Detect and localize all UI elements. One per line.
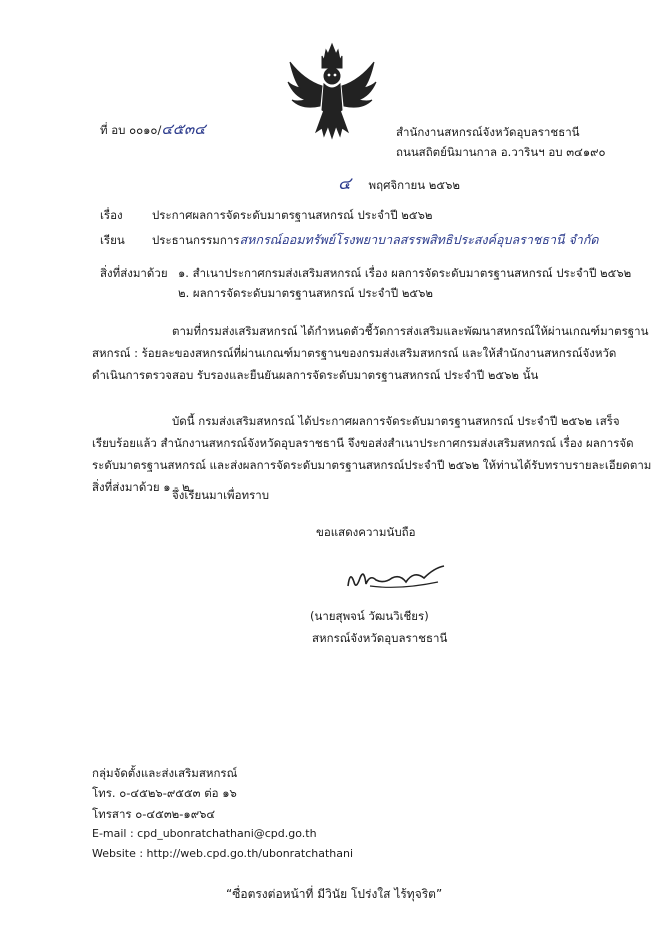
letter-date	[338, 176, 460, 193]
date-month-year: พฤศจิกายน ๒๕๖๒	[368, 178, 460, 192]
footer-website[interactable]: Website : http://web.cpd.go.th/ubonratchathani	[92, 847, 354, 860]
footer-motto: “ซื่อตรงต่อหน้าที่ มีวินัย โปร่งใส ไร้ทุจริต”	[226, 887, 443, 901]
office-name: สำนักงานสหกรณ์จังหวัดอุบลราชธานี	[396, 125, 580, 139]
date-day-handwritten: ๔	[338, 174, 351, 194]
recipient-text	[152, 232, 599, 248]
signer-position: สหกรณ์จังหวัดอุบลราชธานี	[312, 631, 448, 645]
footer-department: กลุ่มจัดตั้งและส่งเสริมสหกรณ์	[92, 766, 238, 780]
enclosures-label: สิ่งที่ส่งมาด้วย	[100, 266, 168, 280]
closing-text: จึงเรียนมาเพื่อทราบ	[172, 488, 270, 502]
reference-number-handwritten: ๔๕๓๔	[161, 120, 206, 138]
enclosure-item-1: ๑. สำเนาประกาศกรมส่งเสริมสหกรณ์ เรื่อง ผลการจัดระดับมาตรฐานสหกรณ์ ประจำปี ๒๕๖๒	[178, 266, 632, 280]
garuda-emblem-icon	[286, 40, 378, 140]
enclosure-item-2: ๒. ผลการจัดระดับมาตรฐานสหกรณ์ ประจำปี ๒๕๖๒	[178, 286, 433, 300]
subject-text: ประกาศผลการจัดระดับมาตรฐานสหกรณ์ ประจำปี ๒๕๖๒	[152, 208, 433, 222]
reference-number	[100, 121, 206, 138]
footer-phone: โทร. ๐-๔๕๒๖-๙๕๕๓ ต่อ ๑๖	[92, 786, 237, 800]
body-paragraph-1: ตามที่กรมส่งเสริมสหกรณ์ ได้กำหนดตัวชี้วัดการส่งเสริมและพัฒนาสหกรณ์ให้ผ่านเกณฑ์มาตรฐานสหกรณ์ : ร้อยละของสหกรณ์ที่ผ่านเกณฑ์มาตรฐานของกรมส่งเสริมสหกรณ์ และให้สำนักงานสหกรณ์จังหวัด ดำเนินการตรวจสอบ รับรองและยืนยันผลการจัดระดับมาตรฐานสหกรณ์ ประจำปี ๒๕๖๒ นั้น	[92, 324, 649, 382]
office-address: ถนนสถิตย์นิมานกาล อ.วารินฯ อบ ๓๔๑๙๐	[396, 145, 606, 159]
footer-email[interactable]: E-mail : cpd_ubonratchathani@cpd.go.th	[92, 827, 317, 840]
reference-label: ที่ อบ ๐๐๑๐/	[100, 123, 162, 137]
signer-name: (นายสุพจน์ วัฒนวิเชียร)	[310, 609, 429, 623]
regards-text: ขอแสดงความนับถือ	[316, 525, 416, 539]
recipient-handwritten: สหกรณ์ออมทรัพย์โรงพยาบาลสรรพสิทธิประสงค์อุบลราชธานี จำกัด	[239, 232, 599, 247]
footer-fax: โทรสาร ๐-๔๕๓๒-๑๙๖๔	[92, 807, 216, 821]
signature-icon	[340, 560, 450, 596]
body-paragraph-2: บัดนี้ กรมส่งเสริมสหกรณ์ ได้ประกาศผลการจัดระดับมาตรฐานสหกรณ์ ประจำปี ๒๕๖๒ เสร็จเรียบร้อยแล้ว สำนักงานสหกรณ์จังหวัดอุบลราชธานี จึงขอส่งสำเนาประกาศกรมส่งเสริมสหกรณ์ เรื่อง ผลการจัดระดับมาตรฐานสหกรณ์ และส่งผลการจัดระดับมาตรฐานสหกรณ์ประจำปี ๒๕๖๒ ให้ท่านได้รับทราบรายละเอียดตามสิ่งที่ส่งมาด้วย ๑ - ๒	[92, 414, 652, 494]
recipient-label: เรียน	[100, 233, 125, 247]
subject-label: เรื่อง	[100, 208, 123, 222]
recipient-title: ประธานกรรมการ	[152, 233, 240, 247]
